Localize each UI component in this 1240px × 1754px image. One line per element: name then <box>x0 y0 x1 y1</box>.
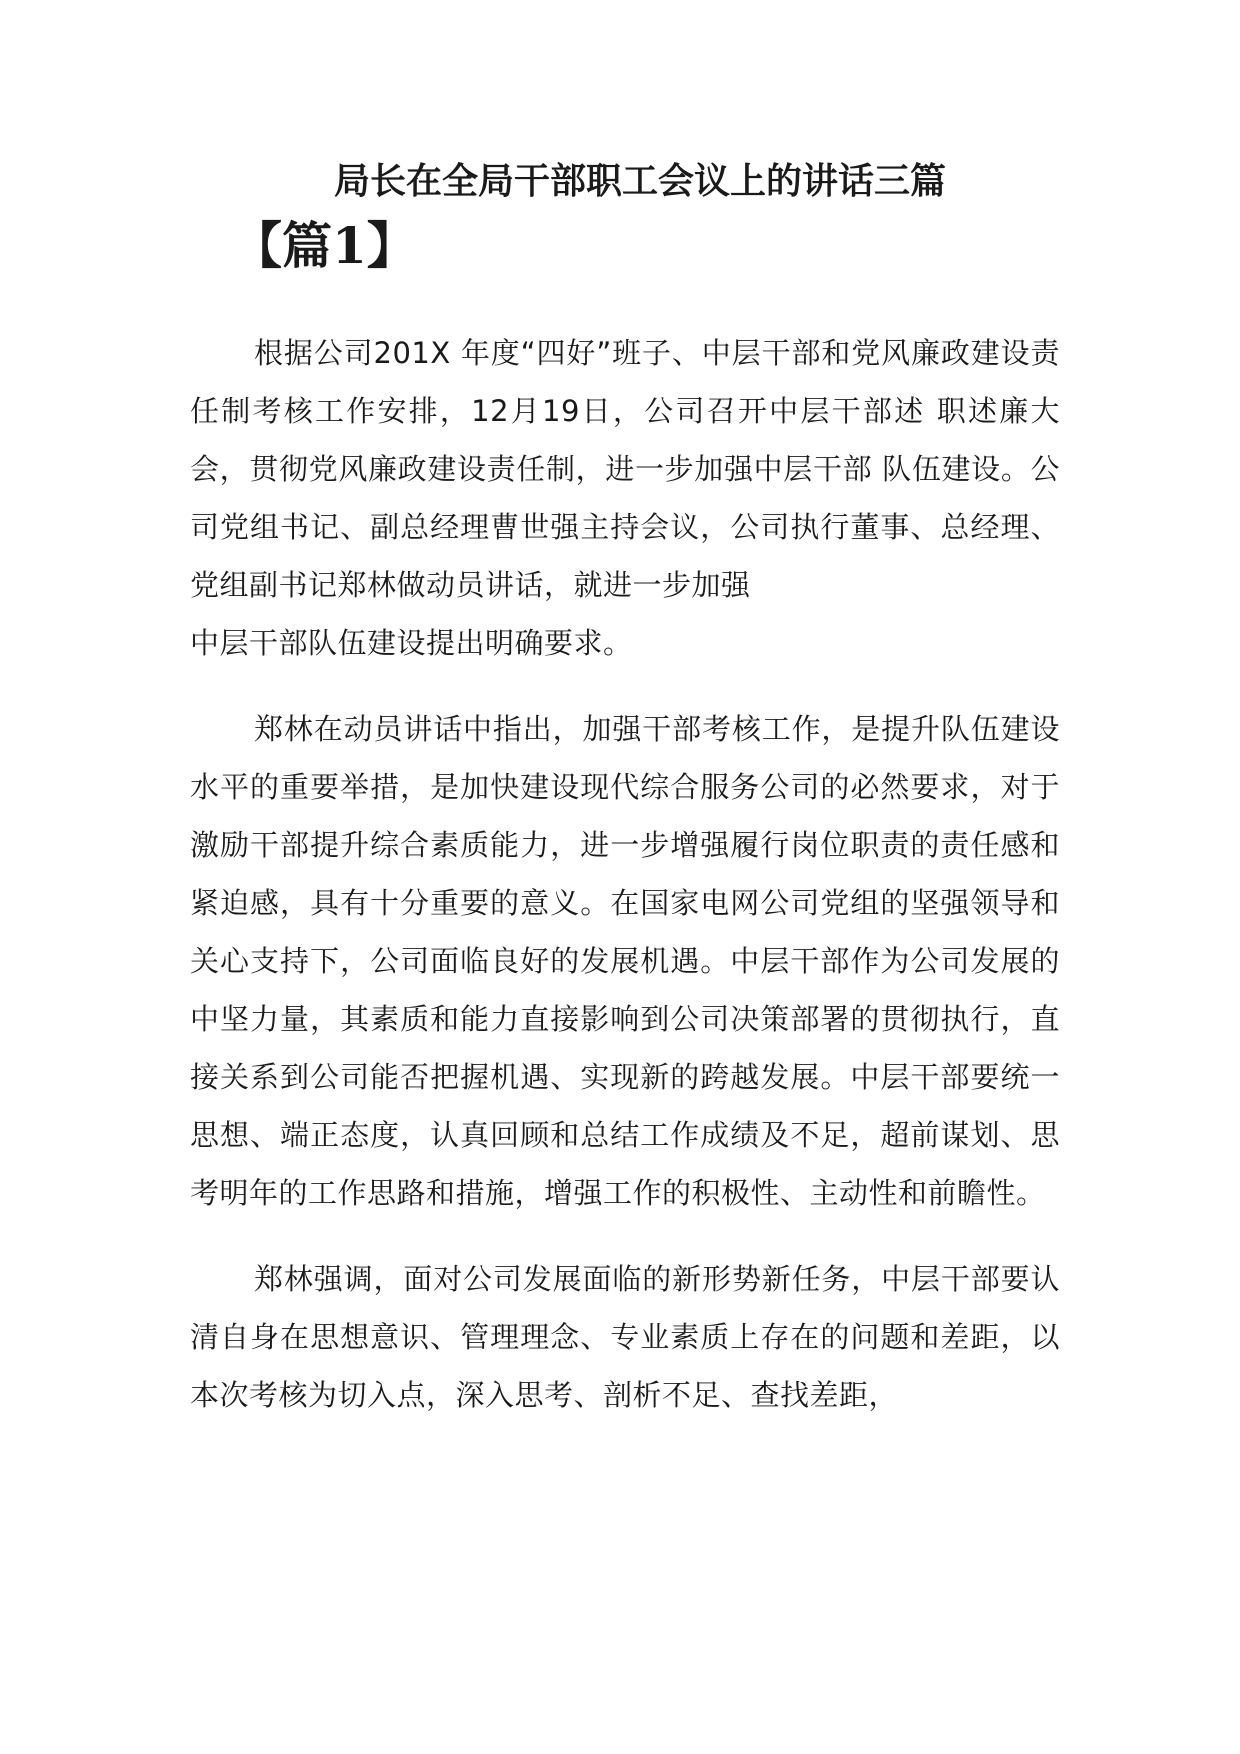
paragraph-text: 郑林在动员讲话中指出，加强干部考核工作，是提升队伍建设水平的重要举措，是加快建设现代综合服务公司的必然要求，对于激励干部提升综合素质能力，进一步增强履行岗位职责的责任感和紧迫感，具有十分重要的意义。在国家电网公司党组的坚强领导和关心支持下，公司面临良好的发展机遇。中层干部作为公司发展的中坚力量，其素质和能力直接影响到公司决策部署的贯彻执行，直接关系到公司能否把握机遇、实现新的跨越发展。中层干部要统一思想、端正态度，认真回顾和总结工作成绩及不足，超前谋划、思考明年的工作思路和措施，增强工作的积极性、主动性和前瞻性。 <box>190 712 1060 1210</box>
paragraph-continuation: 中层干部队伍建设提出明确要求。 <box>190 626 633 660</box>
section-heading: 【篇1】 <box>232 216 417 275</box>
document-title: 局长在全局干部职工会议上的讲话三篇 <box>333 161 946 202</box>
paragraph-text: 郑林强调，面对公司发展面临的新形势新任务，中层干部要认清自身在思想意识、管理理念、专业素质上存在的问题和差距，以本次考核为切入点，深入思考、剖析不足、查找差距， <box>190 1262 1060 1412</box>
paragraph-2 <box>190 700 1060 1222</box>
paragraph-text: 根据公司201X 年度“四好”班子、中层干部和党风廉政建设责任制考核工作安排，12月19日，公司召开中层干部述 职述廉大会，贯彻党风廉政建设责任制，进一步加强中层干部 队伍建设。公司党组书记、副总经理曹世强主持会议，公司执行董事、总经理、党组副书记郑林做动员讲话，就进一步加强 <box>190 336 1060 602</box>
document-body <box>190 324 1060 1452</box>
paragraph-1 <box>190 324 1060 672</box>
paragraph-3 <box>190 1250 1060 1424</box>
